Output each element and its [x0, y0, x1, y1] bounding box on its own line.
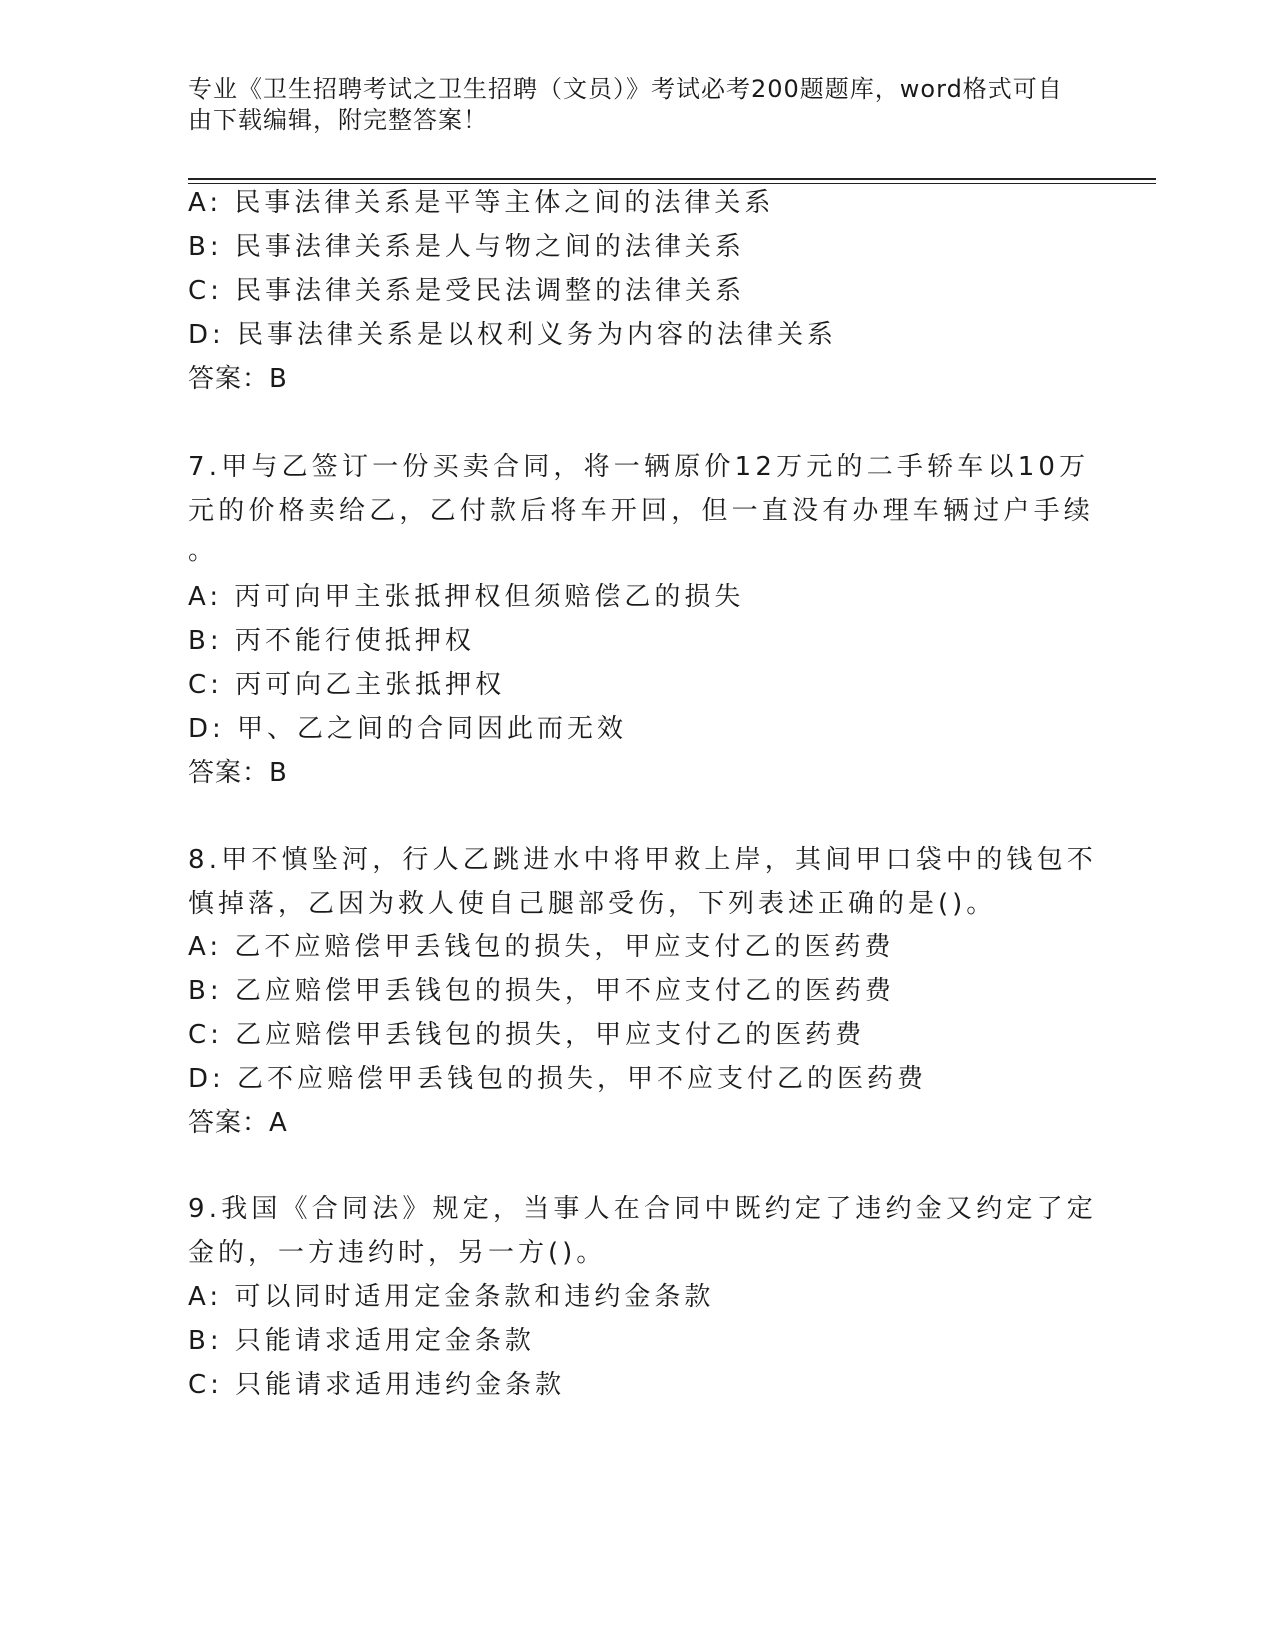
q7-answer: 答案：B: [188, 758, 288, 788]
q8-option-d: D: 乙不应赔偿甲丢钱包的损失，甲不应支付乙的医药费: [188, 1064, 928, 1094]
q7-stem-line-1: 7.甲与乙签订一份买卖合同，将一辆原价12万元的二手轿车以10万: [188, 452, 1090, 482]
q6-answer: 答案：B: [188, 364, 288, 394]
q6-option-d: D: 民事法律关系是以权利义务为内容的法律关系: [188, 320, 838, 350]
q8-answer: 答案：A: [188, 1108, 288, 1138]
q8-option-a: A: 乙不应赔偿甲丢钱包的损失，甲应支付乙的医药费: [188, 932, 895, 962]
q6-option-c: C: 民事法律关系是受民法调整的法律关系: [188, 276, 746, 306]
q8-stem-line-2: 慎掉落，乙因为救人使自己腿部受伤，下列表述正确的是()。: [188, 889, 997, 919]
q7-option-d: D: 甲、乙之间的合同因此而无效: [188, 714, 628, 744]
q7-stem-line-3: 。: [188, 536, 219, 566]
q9-option-c: C: 只能请求适用违约金条款: [188, 1370, 566, 1400]
q8-stem-line-1: 8.甲不慎坠河，行人乙跳进水中将甲救上岸，其间甲口袋中的钱包不: [188, 845, 1098, 875]
q6-option-b: B: 民事法律关系是人与物之间的法律关系: [188, 232, 745, 262]
q8-option-c: C: 乙应赔偿甲丢钱包的损失，甲应支付乙的医药费: [188, 1020, 866, 1050]
q9-stem-line-1: 9.我国《合同法》规定，当事人在合同中既约定了违约金又约定了定: [188, 1194, 1098, 1224]
q9-stem-line-2: 金的，一方违约时，另一方()。: [188, 1238, 607, 1268]
q9-option-a: A: 可以同时适用定金条款和违约金条款: [188, 1282, 715, 1312]
q7-option-c: C: 丙可向乙主张抵押权: [188, 670, 506, 700]
q7-option-a: A: 丙可向甲主张抵押权但须赔偿乙的损失: [188, 582, 745, 612]
document-header: 专业《卫生招聘考试之卫生招聘（文员）》考试必考200题题库，word格式可自由下载编辑，附完整答案！: [188, 75, 1063, 134]
q7-stem-line-2: 元的价格卖给乙，乙付款后将车开回，但一直没有办理车辆过户手续: [188, 496, 1095, 526]
header-rule-thin: [188, 183, 1156, 184]
q8-option-b: B: 乙应赔偿甲丢钱包的损失，甲不应支付乙的医药费: [188, 976, 895, 1006]
q6-option-a: A: 民事法律关系是平等主体之间的法律关系: [188, 188, 775, 218]
header-rule-thick: [188, 178, 1156, 180]
q9-option-b: B: 只能请求适用定金条款: [188, 1326, 535, 1356]
q7-option-b: B: 丙不能行使抵押权: [188, 626, 475, 656]
